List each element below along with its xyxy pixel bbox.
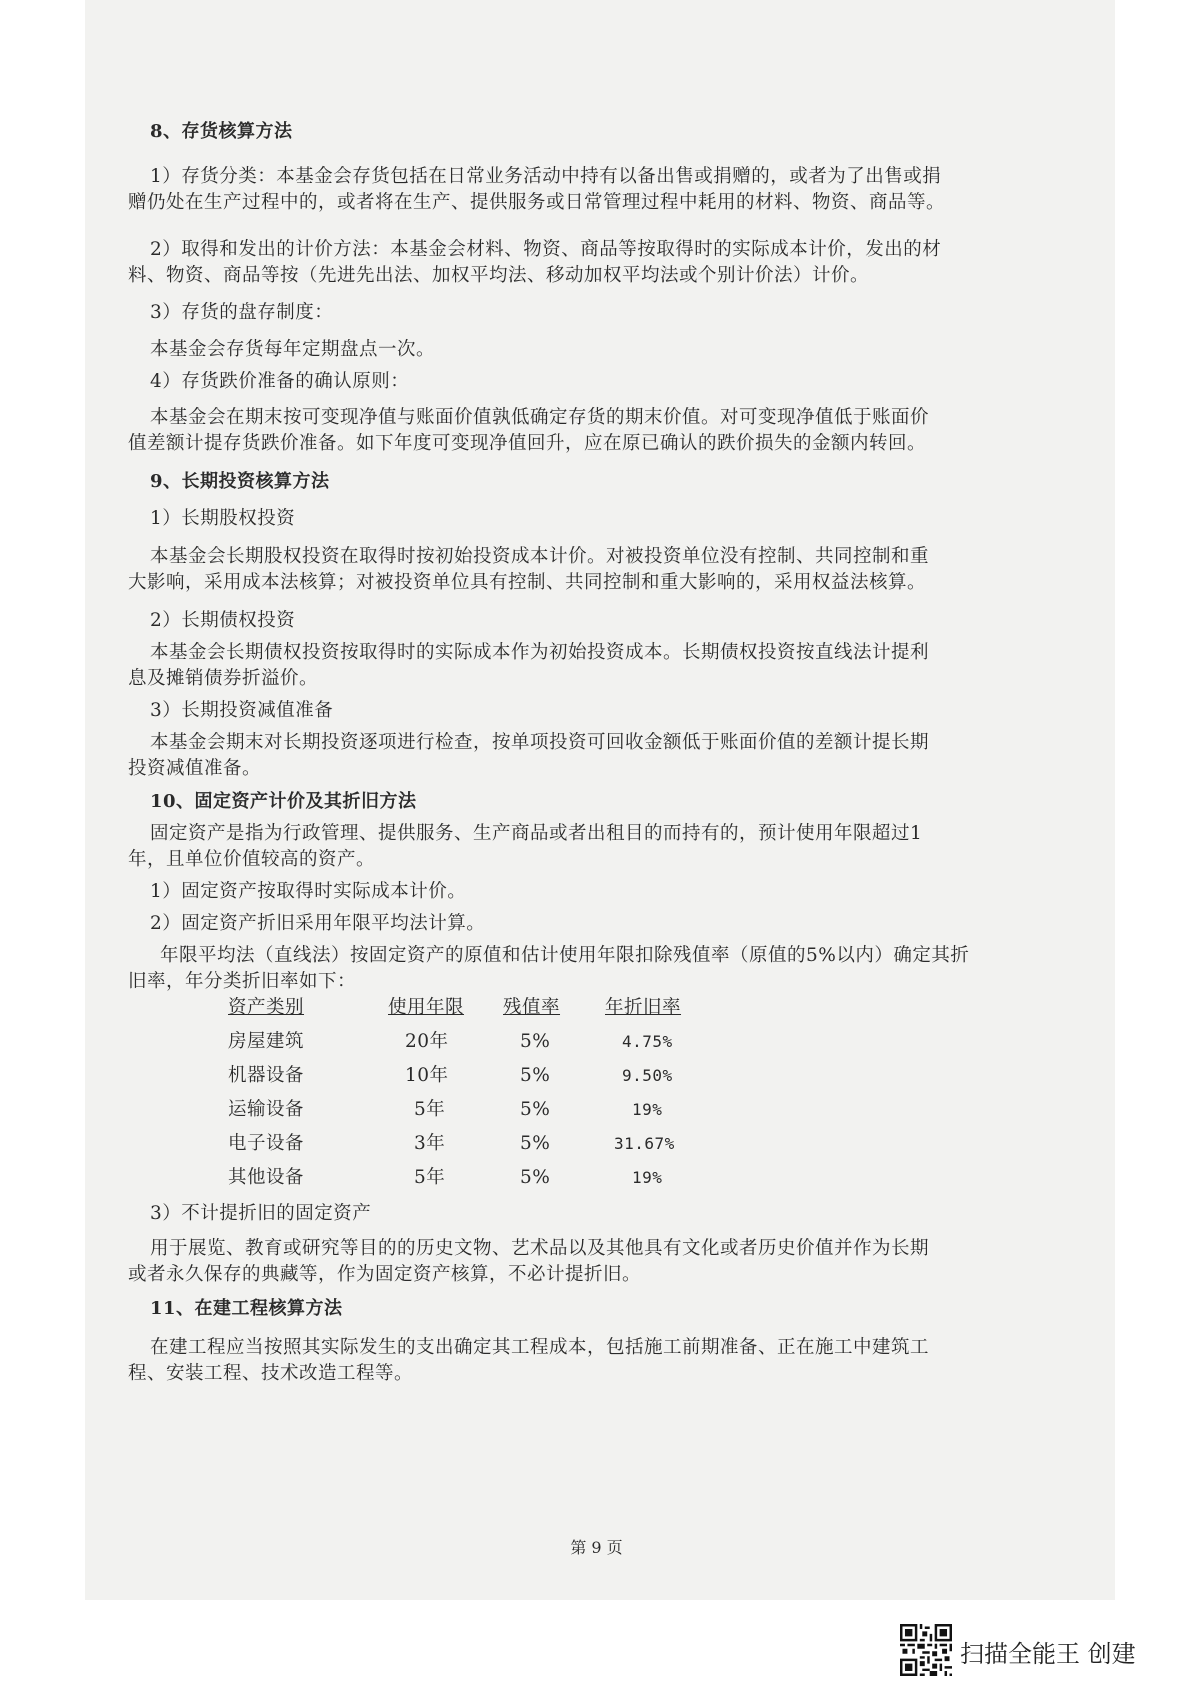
scanner-watermark [900,1622,1170,1678]
s11-line1: 在建工程应当按照其实际发生的支出确定其工程成本，包括施工前期准备、正在施工中建筑工 [150,1337,930,1358]
table-header-residual: 残值率 [503,997,561,1018]
table-cell: 5年 [414,1099,446,1120]
s10-intro-line2: 年，且单位价值较高的资产。 [128,849,376,870]
table-cell: 运输设备 [228,1099,305,1120]
table-cell: 19% [632,1168,663,1187]
table-cell: 其他设备 [228,1167,305,1188]
section-10-title: 10、固定资产计价及其折旧方法 [150,791,417,812]
section-11-title: 11、在建工程核算方法 [150,1298,343,1319]
s10-p2: 2）固定资产折旧采用年限平均法计算。 [150,913,486,934]
s9-p1-line1: 本基金会长期股权投资在取得时按初始投资成本计价。对被投资单位没有控制、共同控制和重 [150,546,930,567]
s8-p4-line2: 值差额计提存货跌价准备。如下年度可变现净值回升，应在原已确认的跌价损失的金额内转回。 [128,433,927,454]
table-header-life: 使用年限 [388,997,465,1018]
table-cell: 5% [520,1099,551,1120]
scanner-brand: 扫描全能王 创建 [960,1640,1136,1668]
section-8-title: 8、存货核算方法 [150,121,293,142]
s8-p1-line1: 1）存货分类：本基金会存货包括在日常业务活动中持有以备出售或捐赠的，或者为了出售或捐 [150,166,942,187]
table-cell: 31.67% [614,1134,675,1153]
table-cell: 房屋建筑 [228,1031,305,1052]
s8-p2-line2: 料、物资、商品等按（先进先出法、加权平均法、移动加权平均法或个别计价法）计价。 [128,265,870,286]
table-cell: 5% [520,1167,551,1188]
s11-line2: 程、安装工程、技术改造工程等。 [128,1363,414,1384]
table-cell: 19% [632,1100,663,1119]
s9-p2-line2: 息及摊销债券折溢价。 [128,668,319,689]
table-cell: 5% [520,1133,551,1154]
s8-p4-title: 4）存货跌价准备的确认原则： [150,371,410,392]
page-number: 第 9 页 [570,1538,623,1557]
s9-p3-line2: 投资减值准备。 [128,758,262,779]
qr-code-icon [900,1624,952,1676]
s10-p3-title: 3）不计提折旧的固定资产 [150,1203,372,1224]
table-header-category: 资产类别 [228,997,305,1018]
table-cell: 20年 [405,1031,449,1052]
s10-p2-line1: 年限平均法（直线法）按固定资产的原值和估计使用年限扣除残值率（原值的5%以内）确定其折 [160,945,970,966]
table-cell: 4.75% [622,1032,673,1051]
s9-p3-title: 3）长期投资减值准备 [150,700,334,721]
table-header-rate: 年折旧率 [605,997,682,1018]
table-cell: 机器设备 [228,1065,305,1086]
s9-p1-title: 1）长期股权投资 [150,508,296,529]
s10-intro-line1: 固定资产是指为行政管理、提供服务、生产商品或者出租目的而持有的，预计使用年限超过1 [150,823,923,844]
s10-p3-line1: 用于展览、教育或研究等目的的历史文物、艺术品以及其他具有文化或者历史价值并作为长期 [150,1238,930,1259]
s10-p1: 1）固定资产按取得时实际成本计价。 [150,881,467,902]
table-cell: 5年 [414,1167,446,1188]
s8-p3-title: 3）存货的盘存制度： [150,302,334,323]
s9-p1-line2: 大影响，采用成本法核算；对被投资单位具有控制、共同控制和重大影响的，采用权益法核算。 [128,572,927,593]
s9-p3-line1: 本基金会期末对长期投资逐项进行检查，按单项投资可回收金额低于账面价值的差额计提长期 [150,732,930,753]
table-cell: 3年 [414,1133,446,1154]
s8-p1-line2: 赠仍处在生产过程中的，或者将在生产、提供服务或日常管理过程中耗用的材料、物资、商品等。 [128,192,946,213]
table-cell: 5% [520,1031,551,1052]
s10-p2-line2: 旧率，年分类折旧率如下： [128,971,357,992]
s10-p3-line2: 或者永久保存的典藏等，作为固定资产核算，不必计提折旧。 [128,1264,642,1285]
table-cell: 5% [520,1065,551,1086]
s9-p2-title: 2）长期债权投资 [150,610,296,631]
table-cell: 电子设备 [228,1133,305,1154]
table-cell: 10年 [405,1065,449,1086]
section-9-title: 9、长期投资核算方法 [150,471,330,492]
s9-p2-line1: 本基金会长期债权投资按取得时的实际成本作为初始投资成本。长期债权投资按直线法计提利 [150,642,930,663]
s8-p3-body: 本基金会存货每年定期盘点一次。 [150,339,436,360]
s8-p2-line1: 2）取得和发出的计价方法：本基金会材料、物资、商品等按取得时的实际成本计价，发出的材 [150,239,942,260]
table-cell: 9.50% [622,1066,673,1085]
s8-p4-line1: 本基金会在期末按可变现净值与账面价值孰低确定存货的期末价值。对可变现净值低于账面价 [150,407,930,428]
